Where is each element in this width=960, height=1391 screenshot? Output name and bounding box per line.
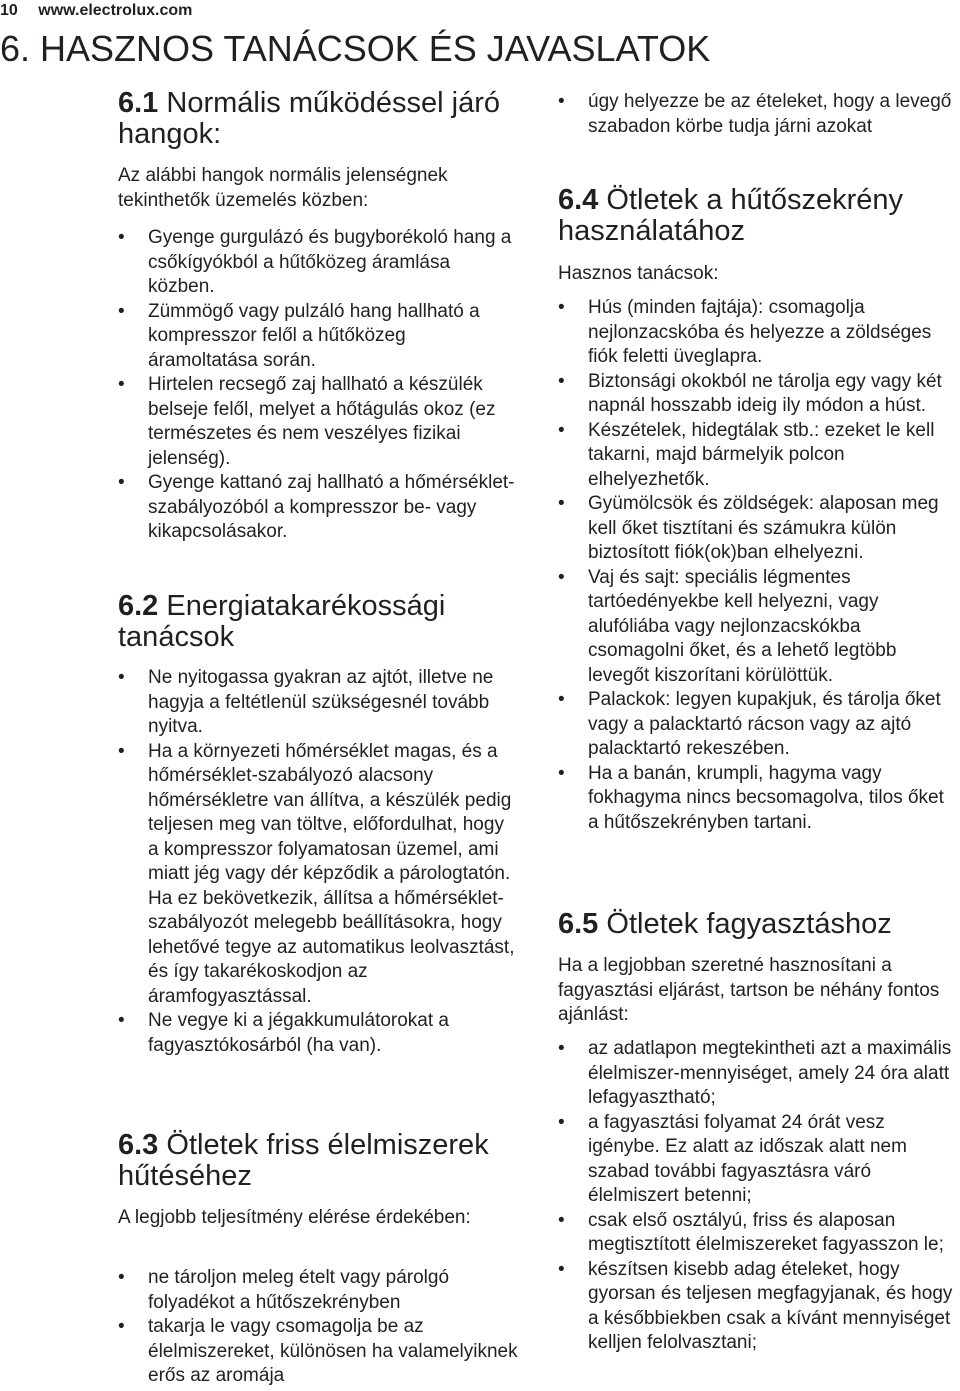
section-6-2-heading: 6.2 Energiatakarékossági tanácsok xyxy=(118,590,446,653)
list-item: • úgy helyezze be az ételeket, hogy a levegő szabadon körbe tudja járni azokat xyxy=(558,90,958,139)
section-6-3-intro: A legjobb teljesítmény elérése érdekében: xyxy=(118,1207,471,1228)
list-item: • a fagyasztási folyamat 24 órát vesz igénybe. Ez alatt az időszak alatt nem szabad további fagyasztásra váró élelmiszert betenni; xyxy=(558,1111,958,1209)
list-item: • Hirtelen recsegő zaj hallható a készülék belseje felől, melyet a hőtágulás okoz (ez természetes és nem veszélyes fizikai jelenség). xyxy=(118,373,518,471)
list-item: • Gyenge gurgulázó és bugyborékoló hang a csőkígyókból a hűtőközeg áramlása közben. xyxy=(118,226,518,300)
list-item: • Ha a banán, krumpli, hagyma vagy fokhagyma nincs becsomagolva, tilos őket a hűtőszekrényben tartani. xyxy=(558,762,958,836)
list-item: • az adatlapon megtekintheti azt a maximális élelmiszer-mennyiséget, amely 24 óra alatt lefagyasztható; xyxy=(558,1037,958,1111)
section-6-4-heading: 6.4 Ötletek a hűtőszekrény használatához xyxy=(558,184,903,247)
section-6-4-intro: Hasznos tanácsok: xyxy=(558,263,719,284)
list-item: • Gyenge kattanó zaj hallható a hőmérséklet-szabályozóból a kompresszor be- vagy kikapcsolásakor. xyxy=(118,471,518,545)
list-item: • Zümmögő vagy pulzáló hang hallható a kompresszor felől a hűtőközeg áramoltatása során. xyxy=(118,300,518,374)
list-item: • készítsen kisebb adag ételeket, hogy gyorsan és teljesen megfagyjanak, és hogy a későbbiekben csak a kívánt mennyiséget kelljen felolvasztani; xyxy=(558,1258,958,1356)
section-6-1-intro: Az alábbi hangok normális jelenségnek tekinthetők üzemelés közben: xyxy=(118,165,448,211)
section-6-2-list xyxy=(118,666,518,1058)
section-6-3-list-continued xyxy=(558,90,958,139)
list-item: • Ha a környezeti hőmérséklet magas, és a hőmérséklet-szabályozó alacsony hőmérsékletre van állítva, a készülék pedig teljesen meg van töltve, előfordulhat, hogy a kompresszor folyamatosan üzemel, ami miatt jég vagy dér képződik a párologtatón. Ha ez bekövetkezik, állítsa a hőmérséklet-szabályozót melegebb beállításokra, hogy lehetővé tegye az automatikus leolvasztást, és így takarékoskodjon az áramfogyasztással. xyxy=(118,740,518,1010)
list-item: • Ne vegye ki a jégakkumulátorokat a fagyasztókosárból (ha van). xyxy=(118,1009,518,1058)
section-6-1-list xyxy=(118,226,518,545)
list-item: • Biztonsági okokból ne tárolja egy vagy két napnál hosszabb ideig ily módon a húst. xyxy=(558,370,958,419)
page-number: 10 xyxy=(0,2,18,19)
section-6-5-intro: Ha a legjobban szeretné hasznosítani a fagyasztási eljárást, tartson be néhány fontos ajánlást: xyxy=(558,955,940,1025)
list-item: • Ne nyitogassa gyakran az ajtót, illetve ne hagyja a feltétlenül szükségesnél tovább nyitva. xyxy=(118,666,518,740)
list-item: • Gyümölcsök és zöldségek: alaposan meg kell őket tisztítani és számukra külön biztosított fiók(ok)ban elhelyezni. xyxy=(558,492,958,566)
list-item: • Vaj és sajt: speciális légmentes tartóedényekbe kell helyezni, vagy alufóliába vagy nejlonzacskókba csomagolni őket, és a lehető legtöbb levegőt kiszorítani körülöttük. xyxy=(558,566,958,689)
section-6-4-list xyxy=(558,296,958,835)
chapter-title: 6. HASZNOS TANÁCSOK ÉS JAVASLATOK xyxy=(0,28,711,69)
list-item: • Készételek, hidegtálak stb.: ezeket le kell takarni, majd bármelyik polcon elhelyezhetők. xyxy=(558,419,958,493)
list-item: • takarja le vagy csomagolja be az élelmiszereket, különösen ha valamelyiknek erős az aromája xyxy=(118,1315,518,1389)
list-item: • csak első osztályú, friss és alaposan megtisztított élelmiszereket fagyasszon le; xyxy=(558,1209,958,1258)
list-item: • Palackok: legyen kupakjuk, és tárolja őket vagy a palacktartó rácson vagy az ajtó palacktartó rekeszében. xyxy=(558,688,958,762)
section-6-5-heading: 6.5 Ötletek fagyasztáshoz xyxy=(558,908,892,940)
website-link[interactable]: www.electrolux.com xyxy=(38,2,193,19)
section-6-1-heading: 6.1 Normális működéssel járó hangok: xyxy=(118,87,501,150)
section-6-5-list xyxy=(558,1037,958,1356)
list-item: • ne tároljon meleg ételt vagy párolgó folyadékot a hűtőszekrényben xyxy=(118,1266,518,1315)
section-6-3-list xyxy=(118,1266,518,1389)
section-6-3-heading: 6.3 Ötletek friss élelmiszerek hűtéséhez xyxy=(118,1129,489,1192)
page-header xyxy=(0,0,192,22)
list-item: • Hús (minden fajtája): csomagolja nejlonzacskóba és helyezze a zöldséges fiók feletti üveglapra. xyxy=(558,296,958,370)
